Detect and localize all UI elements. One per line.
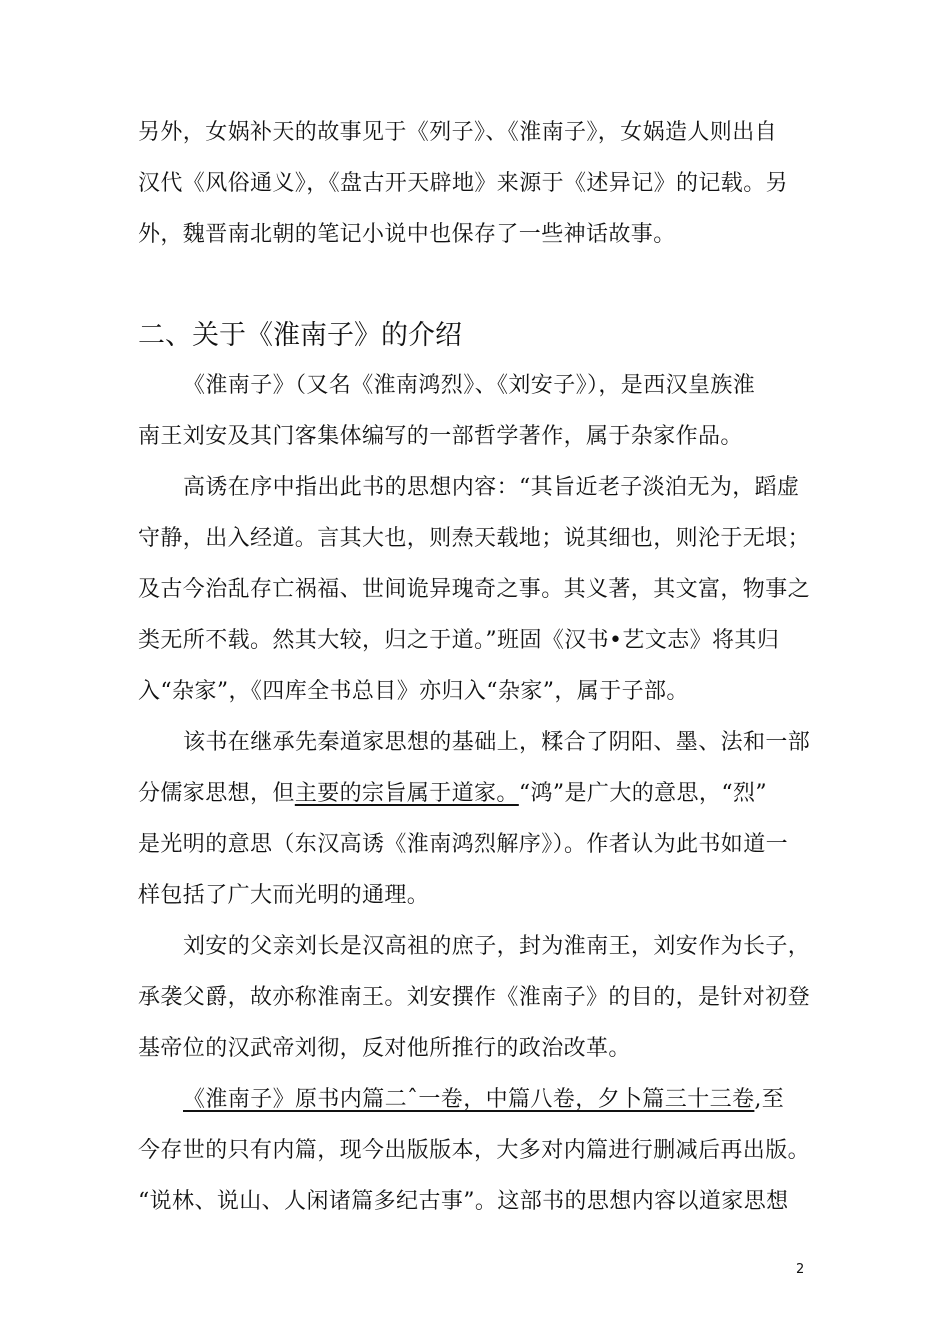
text-line: 类无所不载。然其大较，归之于道。”班固《汉书•艺文志》将其归: [138, 628, 780, 653]
text-line: 汉代《风俗通义》，《盘古开天辟地》来源于《述异记》的记载。另: [138, 171, 789, 196]
text-line: 南王刘安及其门客集体编写的一部哲学著作，属于杂家作品。: [138, 424, 743, 449]
text-segment: ,至: [754, 1087, 785, 1112]
text-line: 今存世的只有内篇，现今出版版本，大多对内篇进行删减后再出版。: [138, 1138, 811, 1163]
section-heading: 二、关于《淮南子》的介绍: [138, 320, 462, 351]
text-line: 外，魏晋南北朝的笔记小说中也保存了一些神话故事。: [138, 222, 676, 247]
text-line: 《淮南子》（又名《淮南鸿烈》、《刘安子》），是西汉皇族淮: [183, 373, 756, 398]
text-line: 另外，女娲补天的故事见于《列子》、《淮南子》，女娲造人则出自: [138, 120, 778, 145]
body-paragraphs: [138, 360, 828, 1227]
text-line: 入“杂家”，《四库全书总目》亦归入“杂家”，属于子部。: [138, 679, 689, 704]
text-line: 样包括了广大而光明的通理。: [138, 883, 430, 908]
underlined-text: 《淮南子》原书内篇二ˆ一卷，中篇八卷，夕卜篇三十三卷: [183, 1087, 755, 1112]
underlined-text: 主要的宗旨属于道家。: [294, 781, 519, 806]
text-line: 及古今治乱存亡祸福、世间诡异瑰奇之事。其义著，其文富，物事之: [138, 577, 811, 602]
text-line: 承袭父爵，故亦称淮南王。刘安撰作《淮南子》的目的，是针对初登: [138, 985, 811, 1010]
text-segment: “鸿”是广大的意思，“烈”: [518, 781, 768, 806]
text-line: 是光明的意思（东汉高诱《淮南鸿烈解序》）。作者认为此书如道一: [138, 832, 789, 857]
text-line: 刘安的父亲刘长是汉高祖的庶子，封为淮南王，刘安作为长子，: [183, 934, 811, 959]
text-segment: 分儒家思想，但: [138, 781, 295, 806]
text-line: 该书在继承先秦道家思想的基础上，糅合了阴阳、墨、法和一部: [183, 730, 811, 755]
text-line: [138, 1074, 828, 1125]
text-line: 基帝位的汉武帝刘彻，反对他所推行的政治改革。: [138, 1036, 631, 1061]
intro-paragraph: [138, 107, 828, 260]
text-line: [138, 768, 828, 819]
page-number: 2: [796, 1262, 805, 1277]
text-line: 高诱在序中指出此书的思想内容：“其旨近老子淡泊无为，蹈虚: [183, 475, 800, 500]
text-line: “说林、说山、人闲诸篇多纪古事”。这部书的思想内容以道家思想: [138, 1189, 789, 1214]
text-line: 守静，出入经道。言其大也，则焘天载地；说其细也，则沦于无垠；: [138, 526, 811, 551]
